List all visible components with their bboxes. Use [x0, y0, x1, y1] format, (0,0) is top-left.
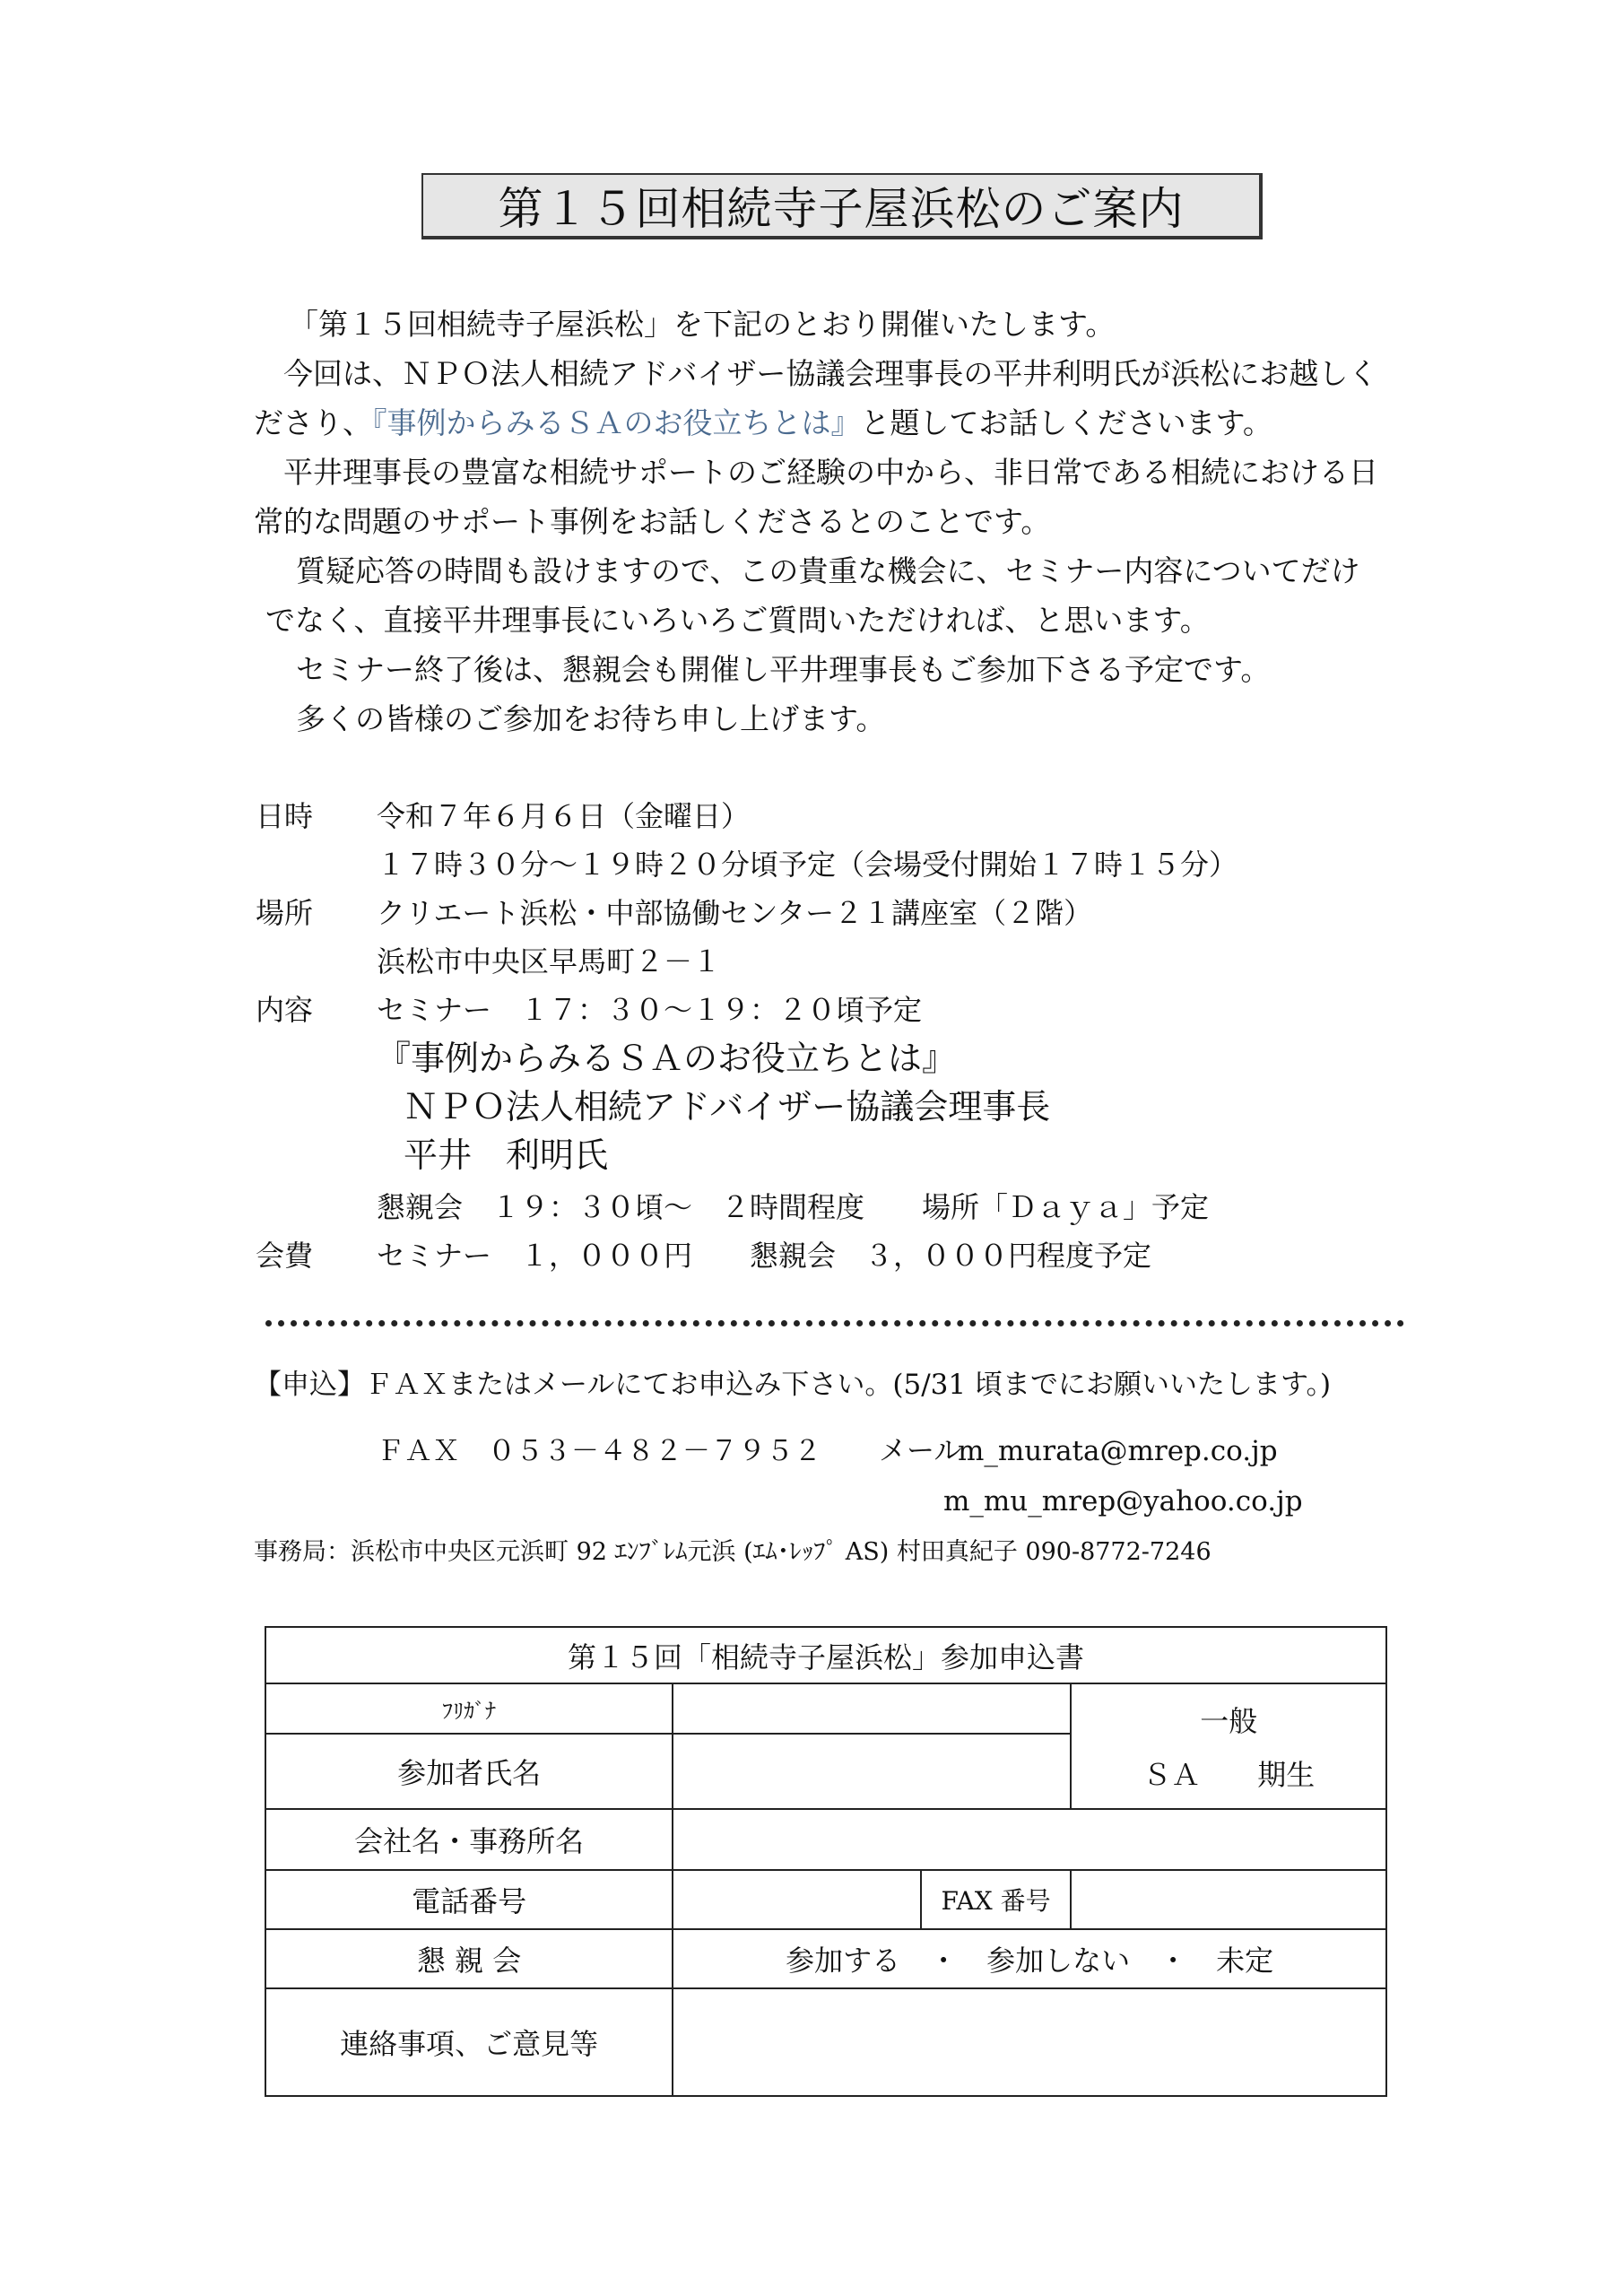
notes-label: 連絡事項、ご意見等	[265, 1988, 673, 2096]
intro-text: ださり、	[254, 405, 372, 440]
apply-label: 【申込】	[254, 1369, 365, 1401]
party-options[interactable]: 参加する ・ 参加しない ・ 未定	[673, 1929, 1386, 1988]
company-label: 会社名・事務所名	[265, 1809, 673, 1870]
email-address-2: m_mu_mrep@yahoo.co.jp	[943, 1485, 1303, 1518]
furigana-field[interactable]	[673, 1683, 1071, 1734]
participant-type-cell[interactable]	[1071, 1683, 1386, 1809]
time-value: １７時３０分～１９時２０分頃予定（会場受付開始１７時１５分）	[377, 848, 1238, 882]
place-label: 場所	[256, 896, 314, 930]
intro-line: 今回は、ＮＰＯ法人相続アドバイザー協議会理事長の平井利明氏が浜松にお越しく	[283, 356, 1378, 391]
name-field[interactable]	[673, 1734, 1071, 1809]
type-general[interactable]: 一般	[1200, 1704, 1258, 1738]
name-label: 参加者氏名	[265, 1734, 673, 1809]
fee-label: 会費	[256, 1239, 314, 1273]
fax-number: ＦＡＸ ０５３－４８２－７９５２	[377, 1435, 821, 1467]
phone-field[interactable]	[673, 1870, 920, 1929]
page-title: 第１５回相続寺子屋浜松のご案内	[421, 173, 1263, 239]
place-value: クリエート浜松・中部協働センター２１講座室（２階）	[377, 896, 1093, 930]
office-contact: 事務局：浜松市中央区元浜町 92 ｴﾝﾌﾞﾚﾑ元浜 (ｴﾑ･ﾚｯﾌﾟ AS) 村田真紀子 090-8772-7246	[254, 1538, 1211, 1566]
intro-line: セミナー終了後は、懇親会も開催し平井理事長もご参加下さる予定です。	[296, 652, 1271, 687]
fax-field[interactable]	[1071, 1870, 1386, 1929]
intro-line: 多くの皆様のご参加をお待ち申し上げます。	[296, 701, 886, 736]
notes-field[interactable]	[673, 1988, 1386, 2096]
intro-line: 常的な問題のサポート事例をお話しくださるとのことです。	[254, 504, 1051, 539]
speaker-name: 平井 利明氏	[404, 1135, 609, 1175]
dotted-divider	[265, 1302, 1404, 1326]
type-sa[interactable]: ＳＡ 期生	[1142, 1758, 1316, 1792]
seminar-value: セミナー １７：３０～１９：２０頃予定	[377, 993, 923, 1027]
intro-text: と題してお話しくださいます。	[860, 405, 1272, 440]
company-field[interactable]	[673, 1809, 1386, 1870]
intro-line: 「第１５回相続寺子屋浜松」を下記のとおり開催いたします。	[289, 307, 1116, 342]
intro-line	[254, 398, 1272, 448]
address-value: 浜松市中央区早馬町２－１	[377, 944, 722, 978]
form-title: 第１５回「相続寺子屋浜松」参加申込書	[265, 1627, 1386, 1683]
mail-label: メール	[879, 1435, 962, 1467]
apply-text: ＦＡＸまたはメールにてお申込み下さい。(5/31 頃までにお願いいたします。)	[365, 1369, 1332, 1401]
furigana-label: ﾌﾘｶﾞﾅ	[265, 1683, 673, 1734]
seminar-title: 『事例からみるＳＡのお役立ちとは』	[377, 1039, 957, 1078]
apply-instructions	[254, 1365, 1331, 1405]
seminar-title-highlight: 『事例からみるＳＡのお役立ちとは』	[372, 405, 861, 440]
party-value: 懇親会 １９：３０頃～ ２時間程度 場所「Ｄａｙａ」予定	[377, 1190, 1210, 1224]
date-label: 日時	[256, 799, 314, 833]
application-form	[265, 1626, 1387, 2097]
intro-line: 平井理事長の豊富な相続サポートのご経験の中から、非日常である相続における日	[283, 455, 1378, 490]
phone-label: 電話番号	[265, 1870, 673, 1929]
intro-line: 質疑応答の時間も設けますので、この貴重な機会に、セミナー内容についてだけ	[296, 553, 1360, 588]
speaker-org: ＮＰＯ法人相続アドバイザー協議会理事長	[404, 1087, 1051, 1126]
fax-label: FAX 番号	[921, 1870, 1072, 1929]
date-value: 令和７年６月６日（金曜日）	[377, 799, 751, 833]
fee-value: セミナー １，０００円 懇親会 ３，０００円程度予定	[377, 1239, 1152, 1273]
party-label: 懇 親 会	[265, 1929, 673, 1988]
intro-line: でなく、直接平井理事長にいろいろご質問いただければ、と思います。	[265, 603, 1210, 638]
email-address-1: m_murata@mrep.co.jp	[958, 1435, 1278, 1467]
content-label: 内容	[256, 993, 314, 1027]
